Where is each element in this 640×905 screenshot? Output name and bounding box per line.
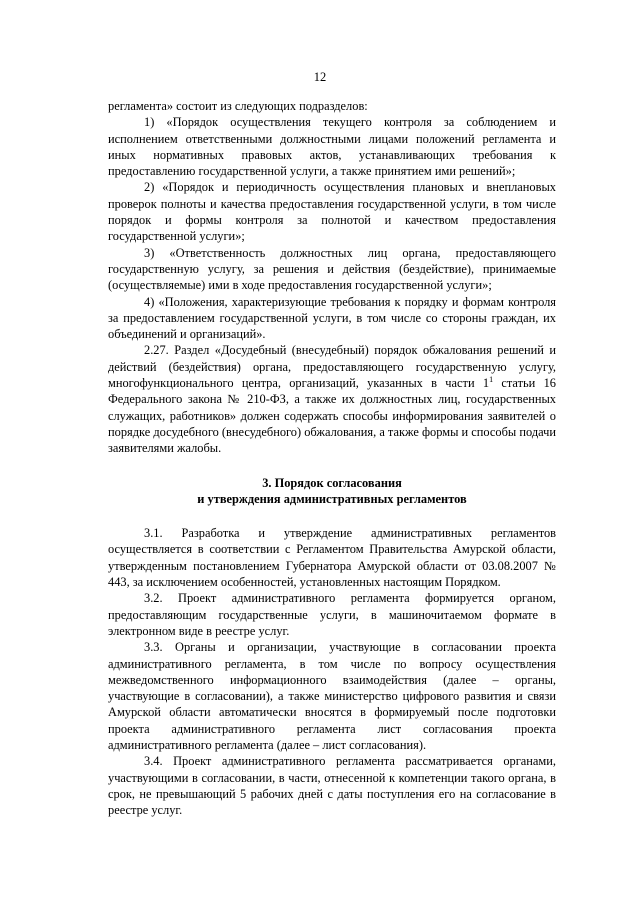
- paragraph-item-4: 4) «Положения, характеризующие требования к порядку и формам контроля за предоставлением государственной услуги, в том числе со стороны граждан, их объединений и организаций».: [108, 294, 556, 342]
- section-heading-line-2: и утверждения административных регламентов: [197, 491, 467, 506]
- section-heading-line-1: 3. Порядок согласования: [262, 475, 402, 490]
- paragraph-intro: регламента» состоит из следующих подразделов:: [108, 99, 368, 113]
- paragraph-2-27-text-b: статьи 16 Федерального закона № 210-ФЗ, а также их должностных лиц, государственных служащих, работников» должен содержать способы информирования заявителей о порядке досудебного (внесудебного) обжалования, а также формы и способы подачи заявителями жалобы.: [108, 376, 556, 456]
- page-number: 12: [313, 70, 327, 84]
- superscript-1: 1: [489, 374, 494, 384]
- paragraph-3-4: 3.4. Проект административного регламента рассматривается органами, участвующими в согласовании, в части, отнесенной к компетенции такого органа, в срок, не превышающий 5 рабочих дней с даты поступления его на согласование в реестре услуг.: [108, 754, 556, 818]
- paragraph-item-3: 3) «Ответственность должностных лиц органа, предоставляющего государственную услугу, за решения и действия (бездействие), принимаемые (осуществляемые) ими в ходе предоставления государственной услуги»;: [108, 245, 556, 293]
- paragraph-3-2: 3.2. Проект административного регламента формируется органом, предоставляющим государственные услуги, в машиночитаемом формате в электронном виде в реестре услуг.: [108, 591, 556, 638]
- paragraph-3-1: 3.1. Разработка и утверждение административных регламентов осуществляется в соответствии с Регламентом Правительства Амурской области, утвержденным постановлением Губернатора Амурской области от 03.08.2007 № 443, за исключением особенностей, установленных настоящим Порядком.: [108, 526, 556, 590]
- paragraph-item-2: 2) «Порядок и периодичность осуществления плановых и внеплановых проверок полноты и качества предоставления государственной услуги, в том числе порядок и формы контроля за полнотой и качеством предоставления государственной услуги»;: [108, 180, 556, 244]
- paragraph-2-27-text-a: 2.27. Раздел «Досудебный (внесудебный) порядок обжалования решений и действий (бездействия) органа, предоставляющего государственную услугу, многофункционального центра, организаций, указанных в части 1: [108, 343, 556, 391]
- document-body: [108, 98, 556, 818]
- section-heading: [108, 475, 556, 508]
- paragraph-2-27: [108, 342, 556, 456]
- paragraph-3-3: 3.3. Органы и организации, участвующие в согласовании проекта административного регламента, в том числе по вопросу осуществления межведомственного информационного взаимодействия (далее – органы, участвующие в согласовании), а также министерство цифрового развития и связи Амурской области автоматически вносятся в формируемый после подготовки проекта административного регламента лист согласования проекта административного регламента (далее – лист согласования).: [108, 640, 556, 752]
- paragraph-item-1: 1) «Порядок осуществления текущего контроля за соблюдением и исполнением ответственными должностными лицами положений регламента и иных нормативных правовых актов, устанавливающих требования к предоставлению государственной услуги, а также принятием ими решений»;: [108, 115, 556, 179]
